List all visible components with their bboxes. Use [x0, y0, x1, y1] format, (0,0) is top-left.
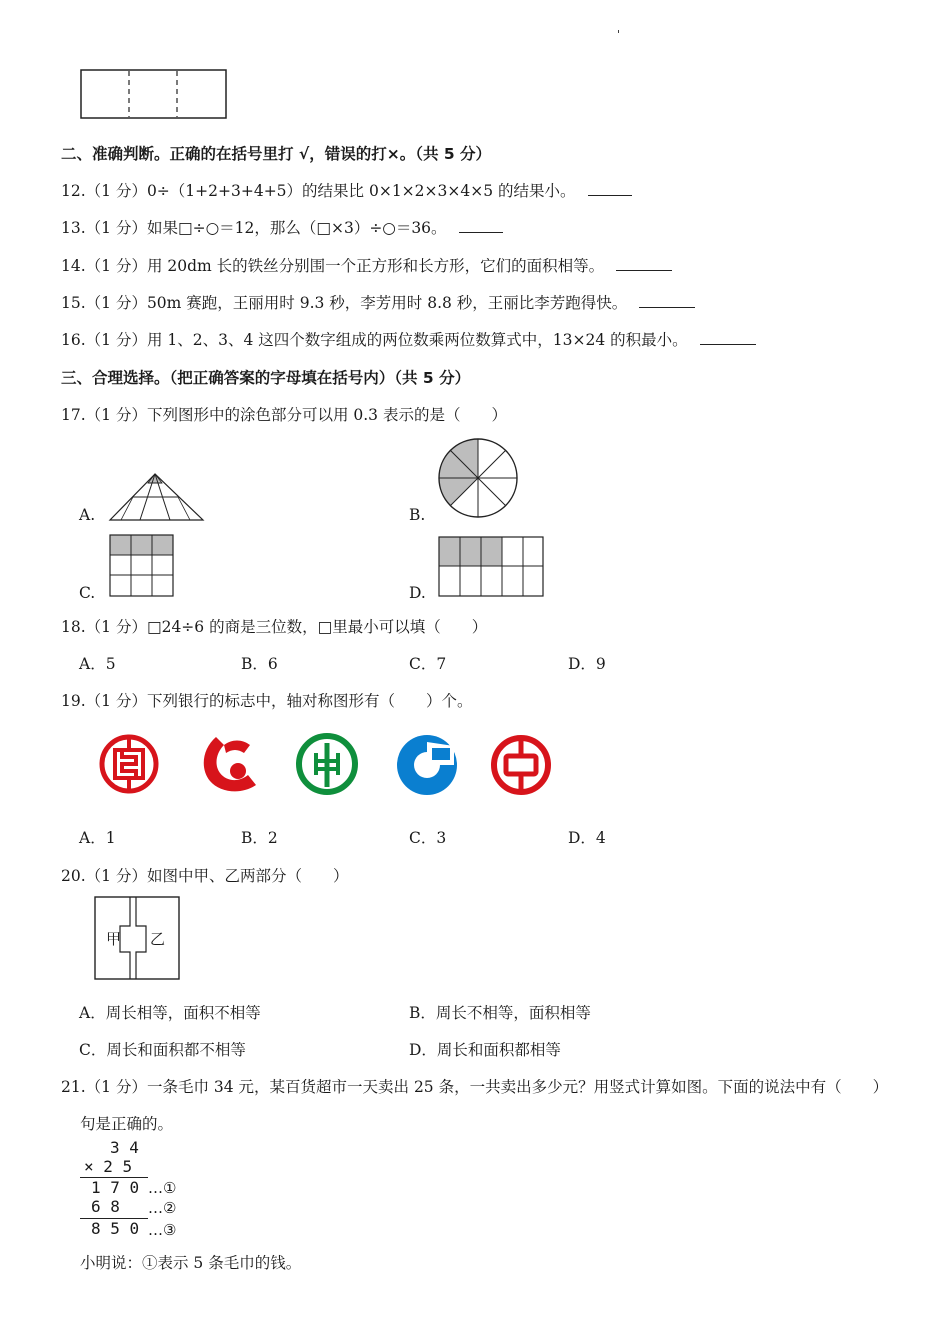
- calc-row-1: 3 4: [110, 1138, 139, 1157]
- q20-option-d[interactable]: D．周长和面积都相等: [409, 1041, 561, 1059]
- calc-row-4: 6 8: [91, 1197, 120, 1216]
- section-2-heading: 二、准确判断。正确的在括号里打 √，错误的打×。（共 5 分）: [61, 145, 492, 163]
- q17-option-b-circle: [437, 437, 521, 521]
- q18-option-d[interactable]: D．9: [568, 655, 606, 673]
- bank-of-china-logo-icon: [488, 732, 554, 798]
- q20-option-a[interactable]: A．周长相等，面积不相等: [79, 1004, 261, 1022]
- q19-option-d[interactable]: D．4: [568, 829, 606, 847]
- answer-blank[interactable]: [639, 293, 695, 308]
- bank-of-communications-logo-icon: [198, 731, 264, 797]
- q17-option-c-grid: [109, 534, 175, 598]
- question-16: 16.（1 分）用 1、2、3、4 这四个数字组成的两位数乘两位数算式中，13×24 的积最小。: [61, 328, 756, 350]
- question-18: 18.（1 分）□24÷6 的商是三位数，□里最小可以填（ ）: [61, 618, 488, 636]
- q19-option-a[interactable]: A．1: [79, 829, 116, 847]
- answer-blank[interactable]: [616, 256, 672, 271]
- q17-option-a-label[interactable]: A.: [79, 506, 96, 524]
- q20-option-c[interactable]: C．周长和面积都不相等: [79, 1041, 246, 1059]
- q20-label-yi: 乙: [150, 930, 166, 948]
- page-mark: ': [617, 28, 621, 41]
- q17-option-d-label[interactable]: D.: [409, 584, 426, 602]
- q17-option-d-grid: [438, 536, 546, 598]
- calc-mark-3: …③: [148, 1221, 177, 1239]
- answer-blank[interactable]: [588, 181, 632, 196]
- q19-option-b[interactable]: B．2: [241, 829, 278, 847]
- calc-mark-2: …②: [148, 1199, 177, 1217]
- question-15: 15.（1 分）50m 赛跑，王丽用时 9.3 秒，李芳用时 8.8 秒，王丽比李芳跑得快。: [61, 291, 695, 313]
- question-13: 13.（1 分）如果□÷○＝12，那么（□×3）÷○＝36。: [61, 216, 503, 238]
- question-20: 20.（1 分）如图中甲、乙两部分（ ）: [61, 867, 349, 885]
- calc-mark-1: …①: [148, 1179, 177, 1197]
- calc-row-3: 1 7 0: [91, 1178, 140, 1197]
- q20-label-jia: 甲: [106, 930, 122, 948]
- calc-row-2: × 2 5: [84, 1157, 133, 1176]
- top-rectangle-figure: [80, 69, 228, 121]
- q18-option-c[interactable]: C．7: [409, 655, 447, 673]
- calc-row-5: 8 5 0: [91, 1219, 140, 1238]
- question-21: 21.（1 分）一条毛巾 34 元，某百货超市一天卖出 25 条，一共卖出多少元？用竖式计算如图。下面的说法中有（ ）: [61, 1078, 889, 1096]
- q20-option-b[interactable]: B．周长不相等，面积相等: [409, 1004, 591, 1022]
- question-12: 12.（1 分）0÷（1+2+3+4+5）的结果比 0×1×2×3×4×5 的结果小。: [61, 179, 632, 201]
- answer-blank[interactable]: [700, 330, 756, 345]
- construction-bank-logo-icon: [394, 732, 460, 798]
- question-19: 19.（1 分）下列银行的标志中，轴对称图形有（ ）个。: [61, 692, 473, 710]
- answer-blank[interactable]: [459, 218, 503, 233]
- q17-option-a-triangle: [108, 472, 206, 522]
- q17-option-c-label[interactable]: C.: [79, 584, 96, 602]
- q21-statement-xiaoming: 小明说：①表示 5 条毛巾的钱。: [80, 1254, 302, 1272]
- question-21-continued: 句是正确的。: [80, 1115, 174, 1133]
- agricultural-bank-logo-icon: [294, 731, 360, 797]
- question-17: 17.（1 分）下列图形中的涂色部分可以用 0.3 表示的是（ ）: [61, 406, 507, 424]
- question-14: 14.（1 分）用 20dm 长的铁丝分别围一个正方形和长方形，它们的面积相等。: [61, 254, 672, 276]
- q17-option-b-label[interactable]: B.: [409, 506, 426, 524]
- icbc-logo-icon: [98, 733, 160, 795]
- q18-option-b[interactable]: B．6: [241, 655, 278, 673]
- section-3-heading: 三、合理选择。（把正确答案的字母填在括号内）（共 5 分）: [61, 369, 471, 387]
- q18-option-a[interactable]: A．5: [79, 655, 116, 673]
- q19-option-c[interactable]: C．3: [409, 829, 447, 847]
